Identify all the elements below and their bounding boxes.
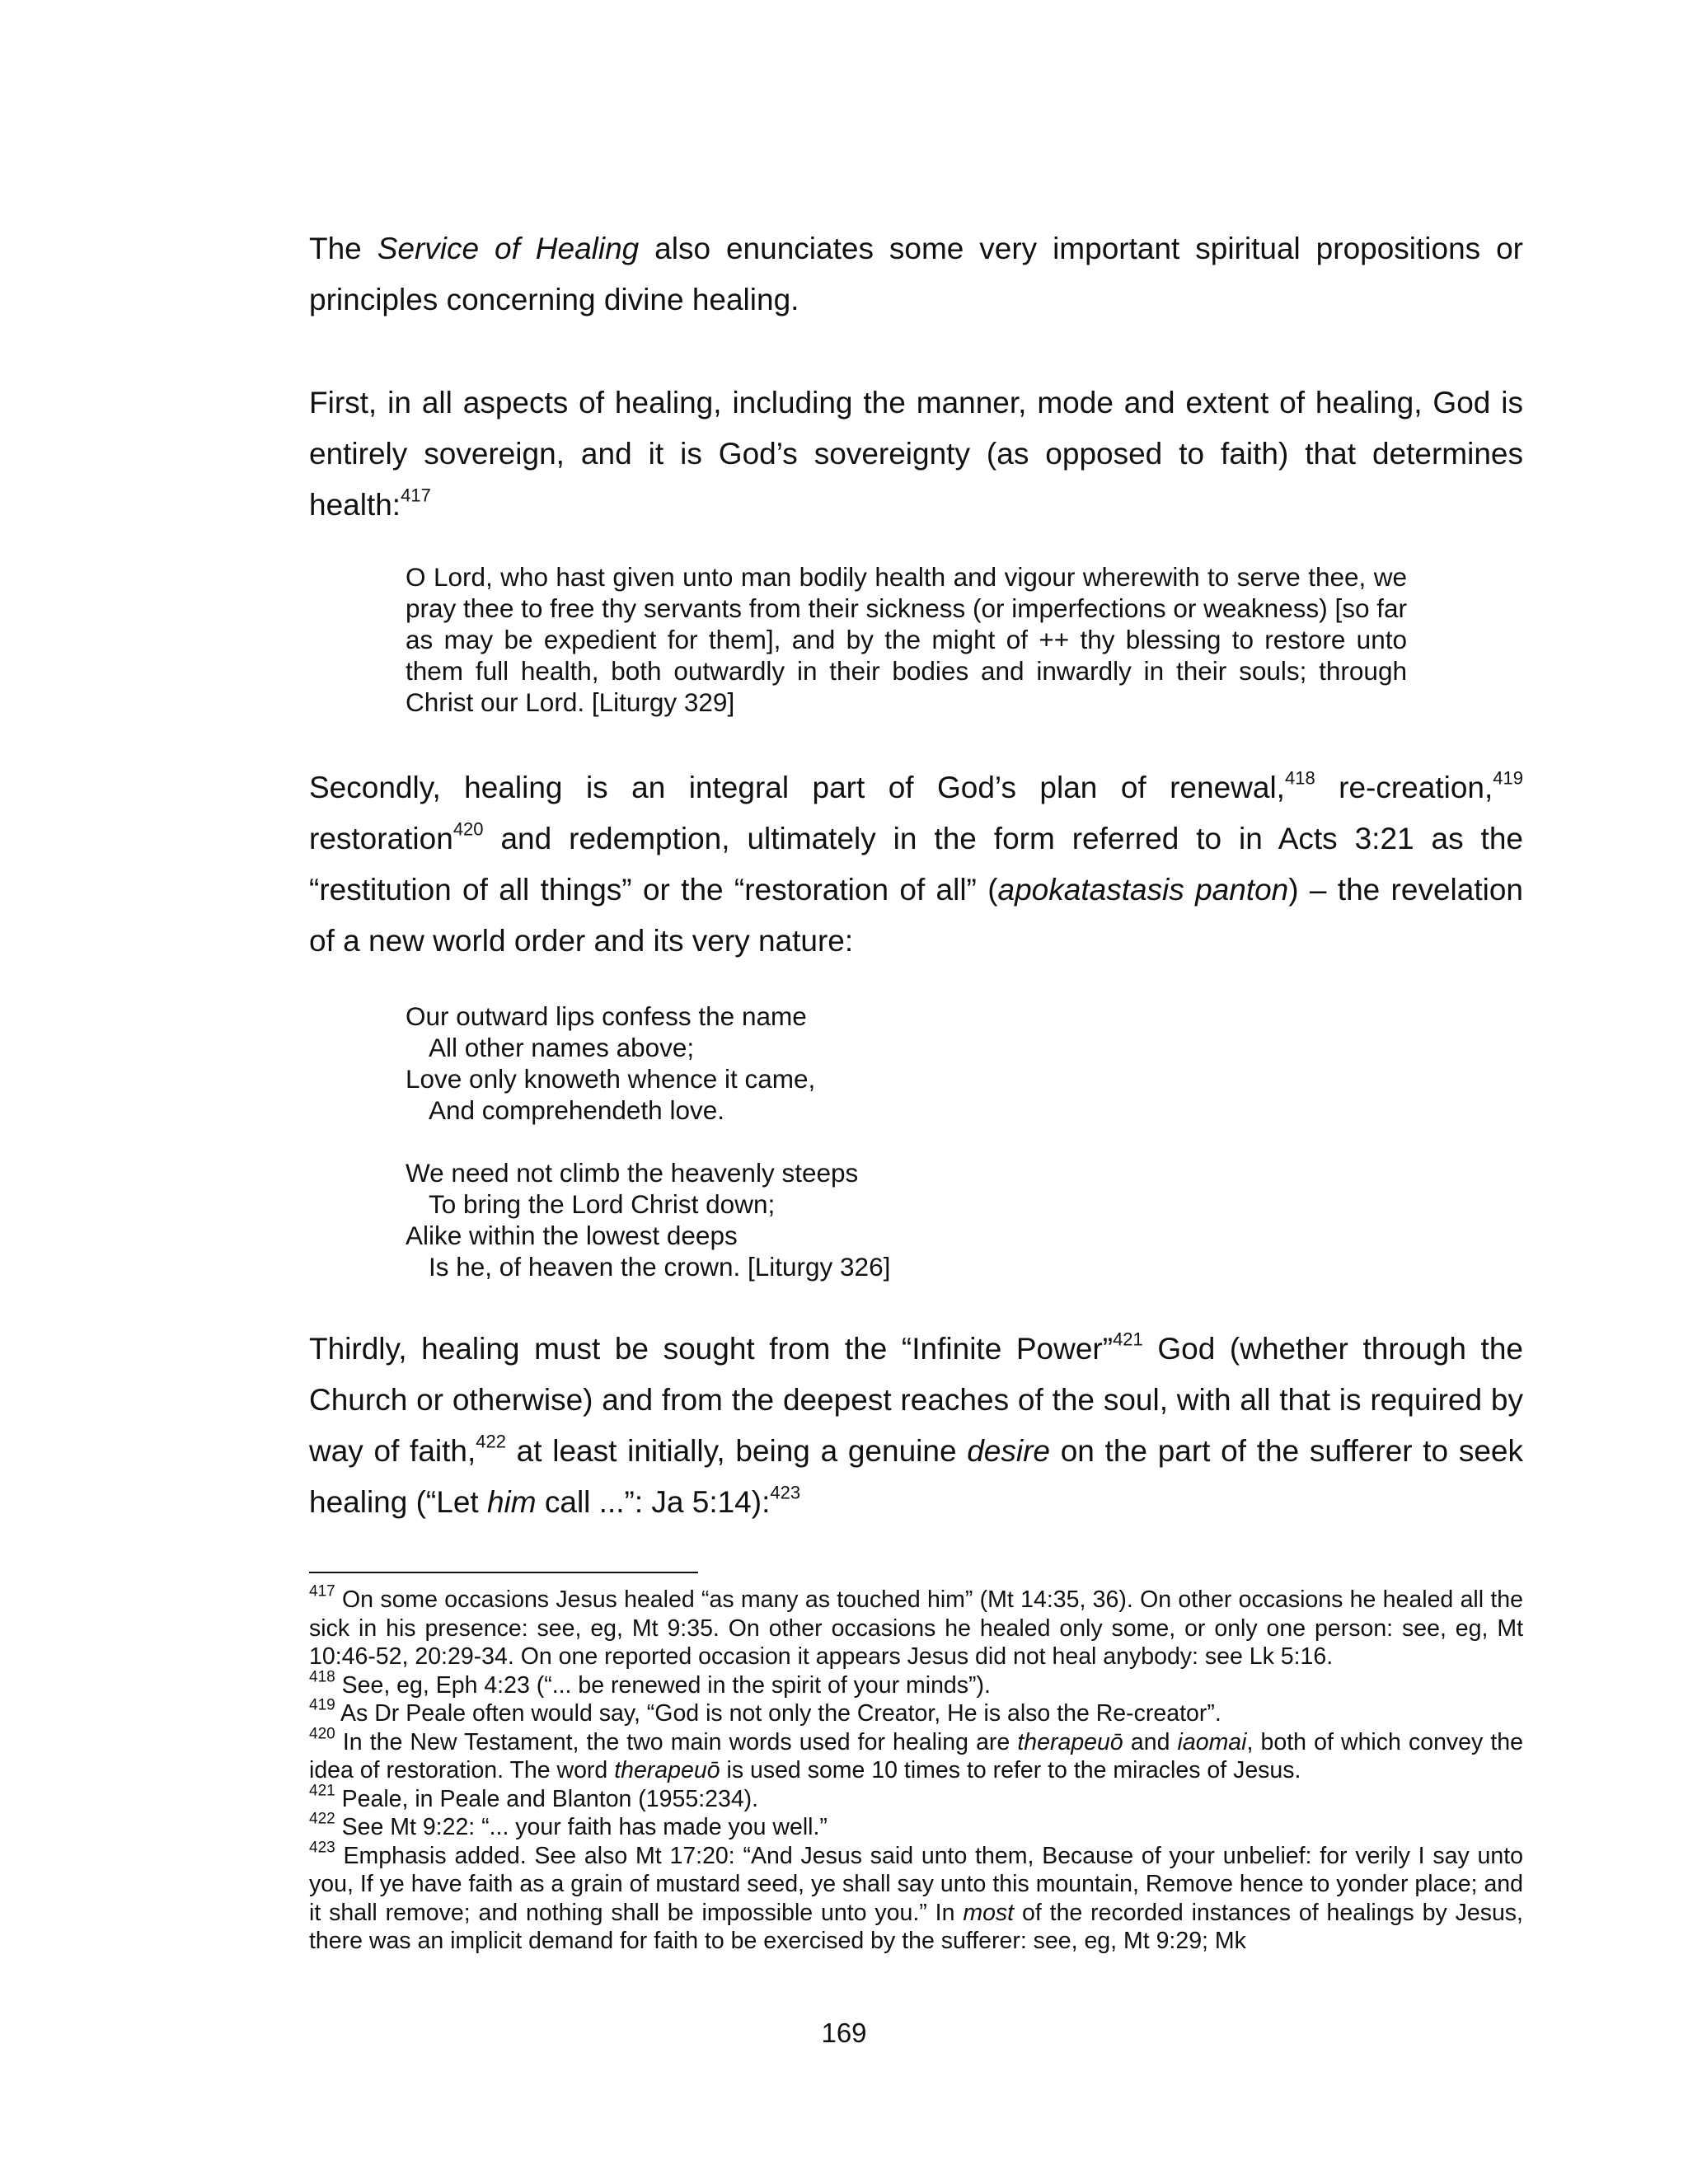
text-run: call ...”: Ja 5:14): xyxy=(536,1485,771,1519)
footnote-text: is used some 10 times to refer to the miracles of Jesus. xyxy=(720,1757,1301,1783)
poem-line: We need not climb the heavenly steeps xyxy=(406,1158,859,1188)
paragraph-third-proposition xyxy=(309,1324,1523,1528)
footnote-number: 418 xyxy=(309,1668,335,1686)
footnote-separator xyxy=(309,1572,698,1573)
text-run: First, in all aspects of healing, including the manner, mode and extent of healing, God is entirely sovereign, and it is God’s sovereignty (as opposed to faith) that determines health: xyxy=(309,386,1523,522)
footnote-text: See Mt 9:22: “... your faith has made you well.” xyxy=(335,1814,828,1840)
text-run: at least initially, being a genuine xyxy=(505,1434,968,1468)
footnote-text: Emphasis added. See also Mt 17:20: “And Jesus said unto them, Because of your unbelief: for verily I say unto you, If ye have faith as a grain of mustard seed, ye shall say unto this mountain, Remove hence to yonder place; and it shall remove; and nothing shall be impossible unto you.” In xyxy=(309,1842,1523,1926)
footnote-417 xyxy=(309,1582,1523,1671)
text-run: re-creation, xyxy=(1315,771,1493,804)
footnote-number: 417 xyxy=(309,1582,335,1601)
poem-line: Our outward lips confess the name xyxy=(406,1001,807,1031)
footnote-text: As Dr Peale often would say, “God is not only the Creator, He is also the Re-creator”. xyxy=(335,1700,1221,1727)
footnote-text: and xyxy=(1123,1728,1178,1755)
footnote-text: Peale, in Peale and Blanton (1955:234). xyxy=(335,1785,759,1812)
text-run: Secondly, healing is an integral part of God’s plan of renewal, xyxy=(309,771,1285,804)
italic-word: him xyxy=(486,1485,537,1519)
footnote-421 xyxy=(309,1782,1523,1814)
text-run: ) – the revelation of a new world order and its very nature: xyxy=(309,873,1523,958)
italic-term: therapeuō xyxy=(614,1757,720,1783)
poem-line: Love only knoweth whence it came, xyxy=(406,1064,816,1094)
text-run: The xyxy=(309,232,377,265)
poem-stanza-1 xyxy=(406,1001,1230,1126)
italic-term: iaomai xyxy=(1177,1728,1247,1755)
footnotes xyxy=(309,1582,1524,1956)
poem-line: Alike within the lowest deeps xyxy=(406,1221,738,1250)
footnote-418 xyxy=(309,1668,1523,1700)
italic-term: apokatastasis panton xyxy=(997,873,1289,907)
footnote-ref-423[interactable]: 423 xyxy=(770,1482,801,1503)
italic-term: therapeuō xyxy=(1017,1728,1123,1755)
paragraph-first-proposition xyxy=(309,377,1523,531)
footnote-419 xyxy=(309,1696,1523,1728)
footnote-number: 419 xyxy=(309,1696,335,1714)
italic-word: desire xyxy=(967,1434,1051,1468)
footnote-ref-418[interactable]: 418 xyxy=(1284,767,1315,789)
footnote-text: See, eg, Eph 4:23 (“... be renewed in the spirit of your minds”). xyxy=(335,1671,991,1699)
footnote-ref-422[interactable]: 422 xyxy=(476,1431,506,1452)
poem-line: All other names above; xyxy=(429,1033,695,1062)
text-run: and redemption, ultimately in the form referred to in Acts 3:21 as the “restitution of all things” or the “restoration of all” ( xyxy=(309,822,1523,907)
text-run: also enunciates some very important spiritual propositions or principles concerning divine healing. xyxy=(309,232,1523,316)
poem-line: To bring the Lord Christ down; xyxy=(429,1189,776,1219)
footnote-ref-421[interactable]: 421 xyxy=(1113,1329,1143,1350)
footnote-number: 423 xyxy=(309,1839,335,1857)
footnote-number: 420 xyxy=(309,1725,335,1743)
footnote-ref-419[interactable]: 419 xyxy=(1493,767,1523,789)
footnote-420 xyxy=(309,1725,1524,1785)
text-run: God (whether through the Church or otherwise) and from the deepest reaches of the soul, with all that is required by way of faith, xyxy=(309,1332,1523,1468)
footnote-text: In the New Testament, the two main words used for healing are xyxy=(335,1728,1018,1755)
page-number: 169 xyxy=(821,2018,867,2048)
footnote-text: On some occasions Jesus healed “as many as touched him” (Mt 14:35, 36). On other occasions he healed all the sick in his presence: see, eg, Mt 9:35. On other occasions he healed only some, or only one person: see, eg, Mt 10:46-52, 20:29-34. On one reported occasion it appears Jesus did not heal anybody: see Lk 5:16. xyxy=(309,1586,1523,1670)
poem-line: Is he, of heaven the crown. [Liturgy 326] xyxy=(429,1252,891,1282)
footnote-text: of the recorded instances of healings by Jesus, there was an implicit demand for faith to be exercised by the sufferer: see, eg, Mt 9:29; Mk xyxy=(309,1899,1523,1954)
block-quote-liturgy-329: O Lord, who hast given unto man bodily health and vigour wherewith to serve thee, we pray thee to free thy servants from their sickness (or imperfections or weakness) [so far as may be expedient for them], and by the might of ++ thy blessing to restore unto them full health, both outwardly in their bodies and inwardly in their souls; through Christ our Lord. [Liturgy 329] xyxy=(406,562,1407,717)
footnote-number: 422 xyxy=(309,1810,335,1828)
footnote-number: 421 xyxy=(309,1782,335,1800)
footnote-423 xyxy=(309,1839,1523,1956)
poem-stanza-2 xyxy=(406,1157,1230,1282)
paragraph-service-of-healing xyxy=(309,223,1523,326)
text-run: on the part of the sufferer to seek healing (“Let xyxy=(309,1434,1523,1519)
text-run: Thirdly, healing must be sought from the “Infinite Power” xyxy=(309,1332,1114,1366)
poem-line: And comprehendeth love. xyxy=(429,1095,724,1125)
footnote-ref-417[interactable]: 417 xyxy=(401,485,431,506)
text-run: restoration xyxy=(309,822,453,855)
italic-title: Service of Healing xyxy=(377,232,640,265)
footnote-422 xyxy=(309,1810,1523,1842)
italic-word: most xyxy=(963,1899,1015,1926)
paragraph-second-proposition xyxy=(309,762,1523,967)
footnote-ref-420[interactable]: 420 xyxy=(452,818,484,840)
footnote-text: , both of which convey the idea of restoration. The word xyxy=(309,1728,1524,1783)
